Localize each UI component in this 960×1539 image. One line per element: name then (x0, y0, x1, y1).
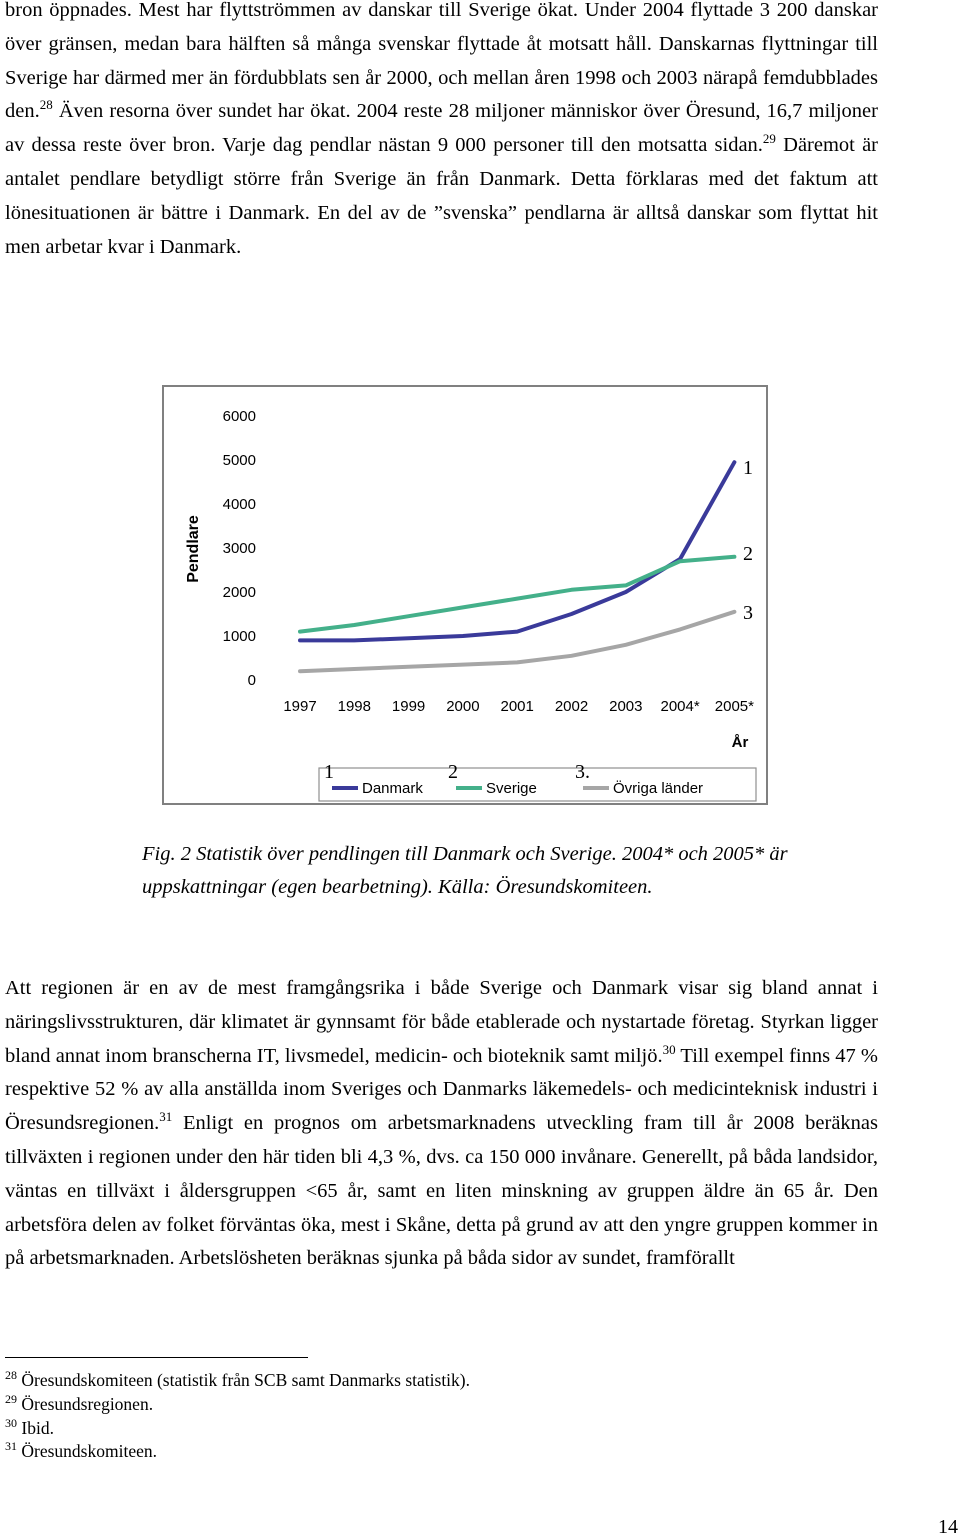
y-tick-label: 2000 (222, 584, 256, 601)
paragraph-text: Att regionen är en av de mest framgångsrika i både Sverige och Danmark visar sig bland annat i näringslivsstrukturen, där klimatet är gynnsamt för både etablerade och nystartade företag. Styrkan ligger bland annat inom branscherna IT, livsmedel, medicin- och bioteknik samt miljö. (5, 977, 878, 1067)
x-tick-label: 1999 (391, 698, 426, 715)
footnote-31 (5, 1440, 885, 1464)
y-tick-label: 4000 (222, 496, 256, 513)
series-end-marker: 2 (743, 543, 753, 565)
x-tick-label: 1997 (283, 698, 317, 715)
footnote-text: Ibid. (21, 1417, 54, 1438)
footnote-number: 30 (5, 1415, 17, 1430)
x-tick-label: 2003 (609, 698, 643, 715)
series-line-sverige (300, 557, 734, 632)
body-paragraph-1 (5, 0, 878, 264)
footnote-28 (5, 1369, 885, 1393)
figure-caption: Fig. 2 Statistik över pendlingen till Danmark och Sverige. 2004* och 2005* är uppskattningar (egen bearbetning). Källa: Öresundskomiteen. (142, 843, 788, 898)
x-axis-label: År (731, 734, 749, 751)
legend-number: 1 (324, 761, 334, 783)
y-axis-label: Pendlare (185, 515, 202, 583)
x-tick-label: 2000 (446, 698, 480, 715)
y-tick-label: 3000 (222, 540, 256, 557)
y-tick-label: 0 (247, 672, 256, 689)
paragraph-text: bron öppnades. Mest har flyttströmmen av danskar till Sverige ökat. Under 2004 flyttade 3 200 danskar över gränsen, medan bara hälften så många svenskar flyttade åt motsatt håll. Danskarnas flyttningar till Sverige har därmed mer än fördubblats sen år 2000, och mellan åren 1998 och 2003 närapå femdubblades den. (5, 0, 878, 123)
legend-number: 2 (448, 761, 458, 783)
page-number: 14 (938, 1516, 958, 1538)
paragraph-text: Däremot är antalet pendlare betydligt större från Sverige än från Danmark. Detta förklaras med det faktum att lönesituationen är bättre i Danmark. En del av de ”svenska” pendlarna är alltså danskar som flyttat hit men arbetar kvar i Danmark. (5, 134, 878, 258)
footnote-ref-29[interactable]: 29 (762, 131, 776, 147)
x-tick-label: 2005* (714, 698, 755, 715)
footnote-29 (5, 1393, 885, 1417)
footnotes (5, 1369, 885, 1464)
legend-label: Övriga länder (613, 780, 704, 797)
x-tick-label: 2004* (660, 698, 700, 715)
y-tick-label: 6000 (222, 408, 256, 425)
footnote-number: 31 (5, 1439, 17, 1454)
paragraph-text: Enligt en prognos om arbetsmarknadens utveckling fram till år 2008 beräknas tillväxten i regionen under den här tiden bli 4,3 %, dvs. ca 150 000 invånare. Generellt, på båda landsidor, väntas en tillväxt i åldersgruppen <65 år, samt en liten minskning av gruppen äldre än 65 år. Den arbetsföra delen av folket förväntas öka, mest i Skåne, detta på grund av att den yngre gruppen kommer in på arbetsmarknaden. Arbetslösheten beräknas sjunka på båda sidor av sundet, framförallt (5, 1112, 878, 1270)
series-end-marker: 1 (743, 457, 753, 479)
footnote-separator (5, 1357, 308, 1358)
paragraph-text: Även resorna över sundet har ökat. 2004 reste 28 miljoner människor över Öresund, 16,7 miljoner av dessa reste över bron. Varje dag pendlar nästan 9 000 personer till den motsatta sidan. (5, 100, 878, 157)
legend-number: 3. (575, 761, 590, 783)
footnote-text: Öresundsregionen. (21, 1393, 154, 1414)
footnote-number: 28 (5, 1368, 17, 1383)
footnote-ref-28[interactable]: 28 (39, 97, 53, 113)
paragraph-text: Till exempel finns 47 % respektive 52 % av alla anställda inom Sveriges och Danmarks läkemedels- och medicinteknisk industri i Öresundsregionen. (5, 1044, 878, 1135)
x-tick-label: 2002 (554, 698, 589, 715)
footnote-number: 29 (5, 1391, 17, 1406)
footnote-text: Öresundskomiteen (statistik från SCB samt Danmarks statistik). (21, 1370, 471, 1390)
footnote-ref-30[interactable]: 30 (662, 1041, 676, 1057)
legend-label: Sverige (486, 780, 537, 797)
footnote-30 (5, 1417, 885, 1441)
commuter-chart-figure (162, 385, 768, 805)
footnote-text: Öresundskomiteen. (21, 1441, 157, 1462)
body-paragraph-2 (5, 972, 878, 1276)
x-tick-label: 2001 (500, 698, 534, 715)
footnote-ref-31[interactable]: 31 (159, 1109, 173, 1125)
y-tick-label: 1000 (222, 628, 256, 645)
legend-label: Danmark (362, 780, 423, 797)
x-tick-label: 1998 (337, 698, 371, 715)
series-line-danmark (300, 462, 734, 640)
series-end-marker: 3 (743, 602, 753, 624)
y-tick-label: 5000 (222, 452, 256, 469)
commuter-line-chart (164, 387, 766, 803)
